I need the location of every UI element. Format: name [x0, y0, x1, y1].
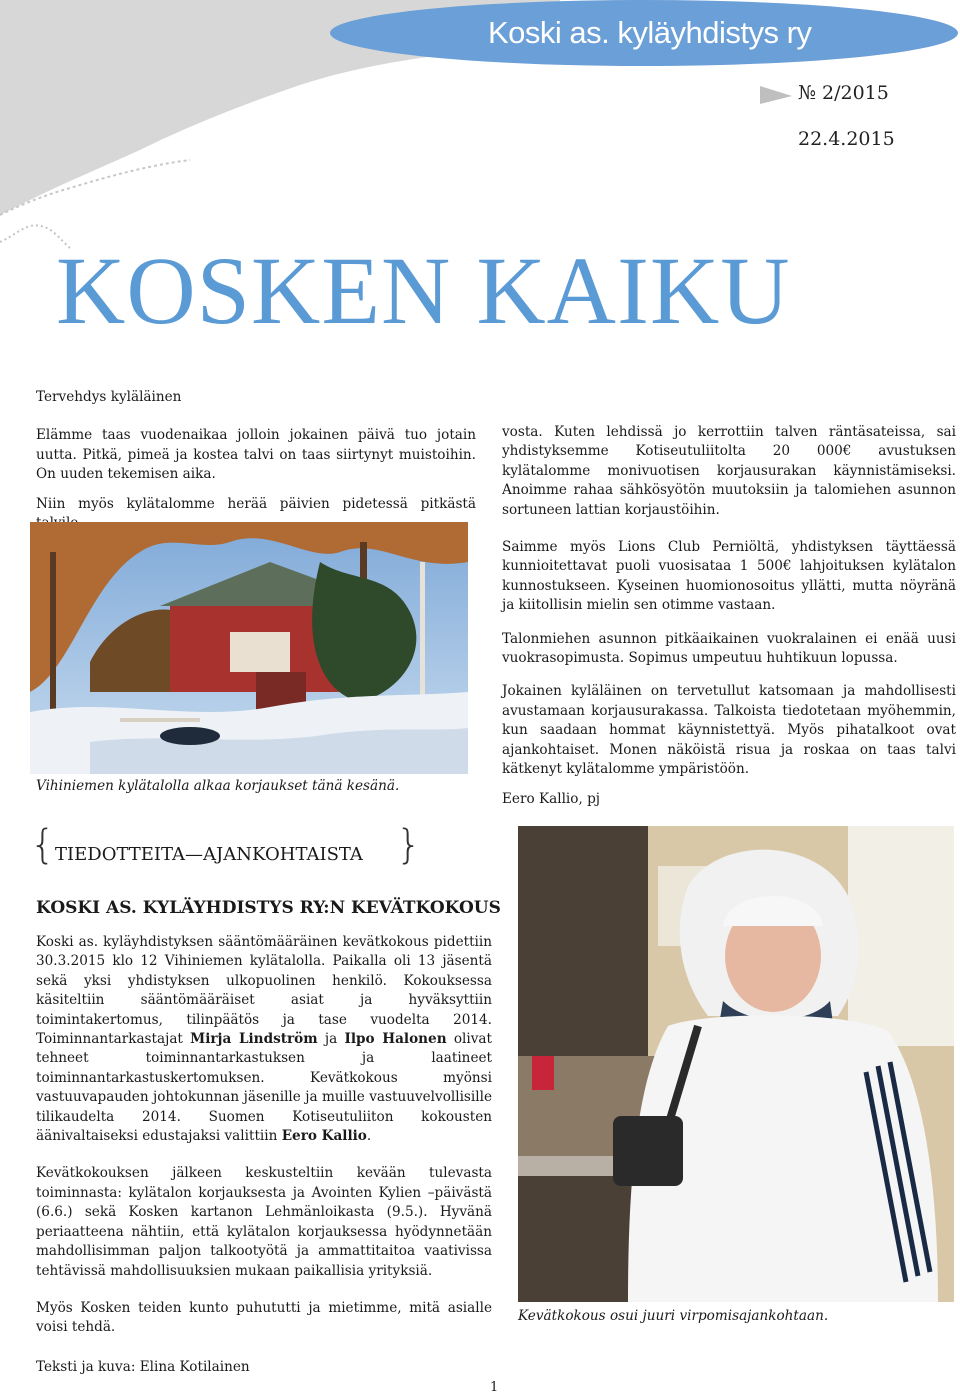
intro-paragraph-2: Niin myös kylätalomme herää päivien pidetessä pitkästä — [36, 495, 476, 512]
greeting: Tervehdys kyläläinen — [36, 389, 182, 405]
issue-date: 22.4.2015 — [798, 128, 895, 150]
window-light — [848, 826, 954, 1046]
article-credit: Teksti ja kuva: Elina Kotilainen — [36, 1358, 250, 1375]
veranda — [230, 632, 290, 672]
photo2-caption: Kevätkokous osui juuri virpomisajankohtaan. — [518, 1308, 829, 1324]
meeting-text-mid: olivat tehneet toiminnantarkastuksen ja laatineet toiminnantarkastuskertomuksen. Kevätkokous myönsi vastuuvapauden johtokunnan jäsenille ja muille vastuuvelvollisille tilikaudelta 2014. Suomen Kotiseutuliiton kokousten äänivaltaiseksi edustajaksi valittiin — [36, 1031, 492, 1145]
auditor-name-2: Ilpo Halonen — [344, 1031, 447, 1048]
photo1-caption: Vihiniemen kylätalolla alkaa korjaukset tänä kesänä. — [36, 778, 400, 794]
intro-paragraph-1: Elämme taas vuodenaikaa jolloin jokainen päivä tuo jotain uutta. Pitkä, pimeä ja kostea talvi on taas siirtynyt muistoihin. On uuden tekemisen aika. — [36, 427, 476, 483]
issue-number: № 2/2015 — [798, 82, 889, 104]
red-cup — [532, 1056, 554, 1090]
tarp-pile — [160, 727, 220, 745]
bag — [613, 1116, 683, 1186]
section-title: TIEDOTTEITA—AJANKOHTAISTA — [55, 844, 363, 865]
intro-column — [36, 388, 476, 533]
right-paragraph-1: vosta. Kuten lehdissä jo kerrottiin talven räntäsateissa, sai yhdistyksemme Kotiseutuliitolta 20 000€ avustuksen kylätalomme monivuotisen korjausurakan käynnistämiseksi. Anoimme rahaa sähkösyötön muutoksiin ja talomiehen asunnon sortuneen lattian korjaustöihin. — [502, 424, 956, 518]
meeting-period: . — [366, 1128, 372, 1145]
auditor-name-1: Mirja Lindström — [190, 1031, 318, 1048]
representative-name: Eero Kallio — [281, 1128, 367, 1145]
village-hall-photo — [30, 522, 468, 774]
meeting-and: ja — [317, 1031, 345, 1048]
meeting-article — [36, 933, 492, 1377]
right-column — [502, 423, 956, 809]
meeting-paragraph-3: Myös Kosken teiden kunto puhututti ja mietimme, mitä asialle voisi tehdä. — [36, 1299, 492, 1336]
right-brace: } — [396, 822, 422, 868]
pointer-triangle-icon — [760, 86, 792, 104]
meeting-title: KOSKI AS. KYLÄYHDISTYS RY:N KEVÄTKOKOUS — [36, 898, 501, 918]
org-name: Koski as. kyläyhdistys ry — [488, 15, 812, 50]
fence-bar — [120, 718, 200, 722]
masthead-title: KOSKEN KAIKU — [56, 237, 791, 344]
right-paragraph-2: Saimme myös Lions Club Perniöltä, yhdistyksen täyttäessä kunnioitettavat puoli vuosisataa 1 500€ lahjoituksen kylätalon kunnostukseen. Kyseinen huomionosoitus yllätti, mutta nöyränä ja kiitollisin mielin sen otimme vastaan. — [502, 539, 956, 614]
meeting-paragraph-1 — [36, 933, 492, 1146]
easter-witch-photo — [518, 826, 954, 1302]
page-number: 1 — [490, 1380, 499, 1395]
meeting-paragraph-2: Kevätkokouksen jälkeen keskusteltiin kevään tulevasta toiminnasta: kylätalon korjauksesta ja Avointen Kylien –päivästä (6.6.) sekä Kosken kartanon Lehmänloikasta (9.5.). Hyvänä periaatteena nähtiin, että kylätalon korjauksessa hyödynnetään mahdollisimman paljon talkootyötä ja ammattitaitoa vaativissa tehtävissä mahdollisuuksien mukaan paikallisia yrityksiä. — [36, 1165, 492, 1279]
meeting-text-start: Koski as. kyläyhdistyksen sääntömääräinen kevätkokous pidettiin 30.3.2015 klo 12 Vihiniemen kylätalolla. Paikalla oli 13 jäsentä sekä yksi yhdistyksen ulkopuolinen henkilö. Kokouksessa käsiteltiin sääntömääräiset asiat ja hyväksyttiin toimintakertomus, tilinpäätös ja tase vuodelta 2014. Toiminnantarkastajat — [36, 934, 492, 1048]
signature: Eero Kallio, pj — [502, 790, 601, 807]
right-paragraph-3: Talonmiehen asunnon pitkäaikainen vuokralainen ei enää uusi vuokrasopimusta. Sopimus umpeutuu huhtikuun lopussa. — [502, 630, 956, 667]
right-paragraph-4: Jokainen kyläläinen on tervetullut katsomaan ja mahdollisesti avustamaan korjausurakassa. Talkoista tiedotetaan myöhemmin, kun saadaan hommat käynnistettyä. Myös pihatalkoot ovat ajankohtaiset. Monen näköistä risua ja roskaa on taas talvi kätkenyt kylätalomme ympäristöön. — [502, 683, 956, 778]
org-name-banner — [330, 0, 958, 66]
left-brace: { — [30, 822, 56, 868]
